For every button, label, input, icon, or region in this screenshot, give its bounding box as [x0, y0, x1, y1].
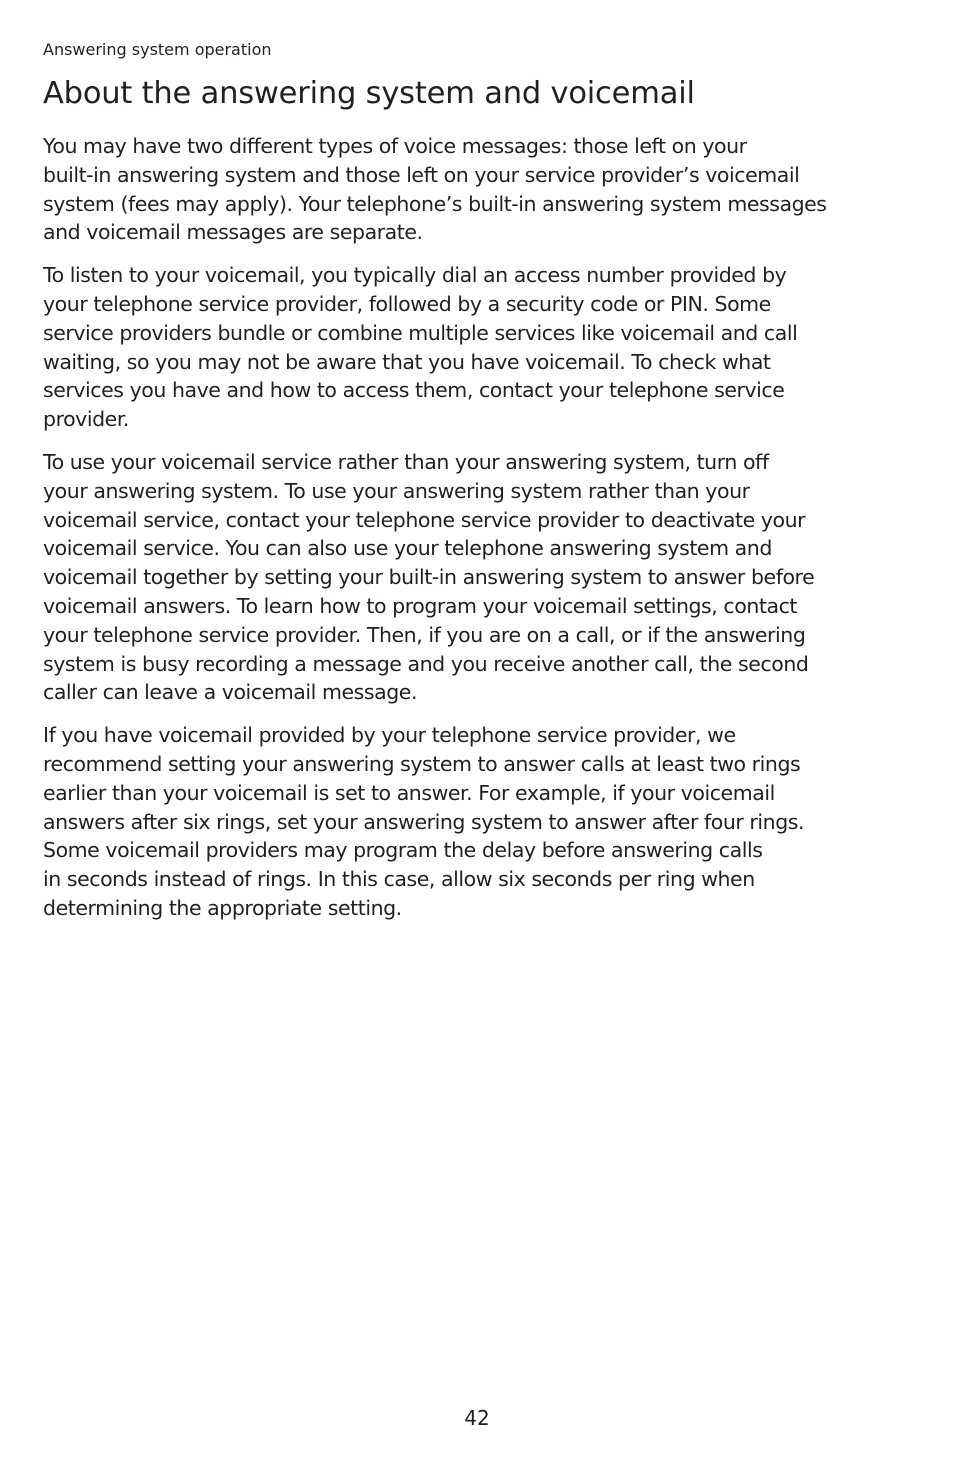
text-line: voicemail service. You can also use your telephone answering system and	[43, 536, 772, 561]
text-line: voicemail together by setting your built-in answering system to answer before	[43, 565, 815, 590]
text-line: If you have voicemail provided by your telephone service provider, we	[43, 723, 736, 748]
text-line: services you have and how to access them, contact your telephone service	[43, 378, 785, 403]
text-line: voicemail service, contact your telephone service provider to deactivate your	[43, 507, 806, 532]
text-line: system is busy recording a message and you receive another call, the second	[43, 651, 809, 676]
page-number: 42	[464, 1406, 490, 1430]
text-line: earlier than your voicemail is set to answer. For example, if your voicemail	[43, 780, 775, 805]
text-line: answers after six rings, set your answering system to answer after four rings.	[43, 809, 805, 834]
text-line: caller can leave a voicemail message.	[43, 680, 418, 705]
paragraph-2	[43, 261, 913, 434]
text-line: You may have two different types of voice messages: those left on your	[43, 134, 747, 158]
text-line: system (fees may apply). Your telephone’s built-in answering system messages	[43, 191, 827, 216]
text-line: To use your voicemail service rather than your answering system, turn off	[43, 449, 769, 474]
text-line: and voicemail messages are separate.	[43, 220, 423, 245]
text-line: service providers bundle or combine multiple services like voicemail and call	[43, 320, 798, 345]
body-text	[43, 132, 913, 937]
text-line: provider.	[43, 407, 129, 432]
paragraph-3	[43, 448, 913, 707]
text-line: recommend setting your answering system to answer calls at least two rings	[43, 751, 801, 776]
text-line: determining the appropriate setting.	[43, 895, 402, 920]
text-line: built-in answering system and those left on your service provider’s voicemail	[43, 162, 800, 187]
text-line: voicemail answers. To learn how to program your voicemail settings, contact	[43, 593, 797, 618]
paragraph-1	[43, 132, 913, 247]
text-line: your answering system. To use your answering system rather than your	[43, 478, 750, 503]
page-title: About the answering system and voicemail	[43, 76, 695, 111]
running-header: Answering system operation	[43, 40, 272, 59]
text-line: in seconds instead of rings. In this case, allow six seconds per ring when	[43, 867, 755, 892]
text-line: Some voicemail providers may program the delay before answering calls	[43, 838, 763, 863]
paragraph-4	[43, 721, 913, 923]
text-line: your telephone service provider, followed by a security code or PIN. Some	[43, 291, 771, 316]
text-line: your telephone service provider. Then, if you are on a call, or if the answering	[43, 622, 806, 647]
text-line: To listen to your voicemail, you typically dial an access number provided by	[43, 263, 787, 288]
text-line: waiting, so you may not be aware that you have voicemail. To check what	[43, 349, 771, 374]
